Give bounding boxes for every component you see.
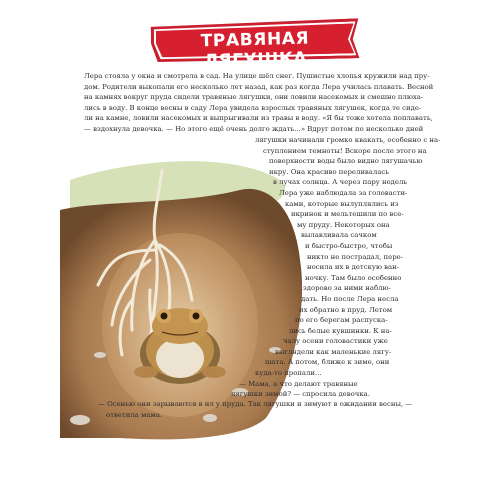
text-line: здорово за ними наблю- [303,284,391,293]
text-line: их обратно в пруд. Летом [299,305,393,314]
text-line: ли на камне, ловили насекомых и выпрыгивали из травы в воду. «Я бы тоже хотела поплавать, [84,114,433,123]
text-line: в лучах солнца. А через пару недель [273,178,408,187]
text-line: на камнях вокруг пруда сидели травяные лягушки, они ловили насекомых и смешно плюха- [84,93,424,102]
text-line: никто не пострадал, пере- [307,252,404,261]
text-line: лись белые кувшинки. К на- [289,326,392,335]
text-line: поверхности воды было видно лягушачью [269,157,423,166]
text-line: носила их в детскую ван- [307,263,400,272]
text-line: му пруду. Некоторых она [297,220,390,229]
text-line: ками, которые вылуплялись из [285,199,399,208]
text-line: икринок и мельтешили по все- [291,210,404,219]
text-line: лягушки зимой? — спросила девочка. [231,390,370,399]
text-line: выглядели как маленькие лягу- [275,347,392,356]
text-line: дом. Родители выкопали его несколько лет назад, как раз когда Лера училась плавать. Весной [84,82,434,91]
text-line: ночку. Там было особенно [305,273,402,282]
text-line: чалу осени головастики уже [283,337,388,346]
text-line: куда-то пропали... [255,369,322,378]
text-line: лись в воду. В конце весны в саду Лера увидела взрослых травяных лягушек, когда те сиде- [84,103,422,112]
text-line: Лера стояла у окна и смотрела в сад. На улице шёл снег. Пушистые хлопья кружили над пру- [84,72,430,80]
title-banner [156,23,355,72]
text-line: вылавливала сачком [301,231,377,240]
text-line: ступлением темноты! Вскоре после этого на [263,146,427,155]
text-line: — Мама, а что делают травяные [239,379,358,388]
text-line: Лера уже наблюдала за головасти- [279,188,408,197]
text-right [231,135,441,400]
text-line: и быстро-быстро, чтобы [305,241,393,250]
text-bottom [98,399,412,420]
text-line: дать. Но после Лера несла [301,294,399,303]
text-line: — Осенью они зарываются в ил у пруда. Так лягушки и зимуют в ожидании весны, — [98,400,413,408]
text-top [84,71,433,135]
text-line: шата. А потом, ближе к зиме, они [265,358,390,367]
text-line: лягушки начинали громко квакать, особенно с на- [255,136,441,144]
page-title: ТРАВЯНАЯ ЛЯГУШКА [200,28,310,72]
text-line: — вздохнула девочка. — Но этого ещё очень долго ждать...» Вдруг потом по несколько дней [84,124,424,133]
text-line: ответила мама. [106,410,163,419]
text-line: по его берегам распуска- [295,316,388,325]
text-line: икру. Она красиво переливалась [269,167,389,176]
